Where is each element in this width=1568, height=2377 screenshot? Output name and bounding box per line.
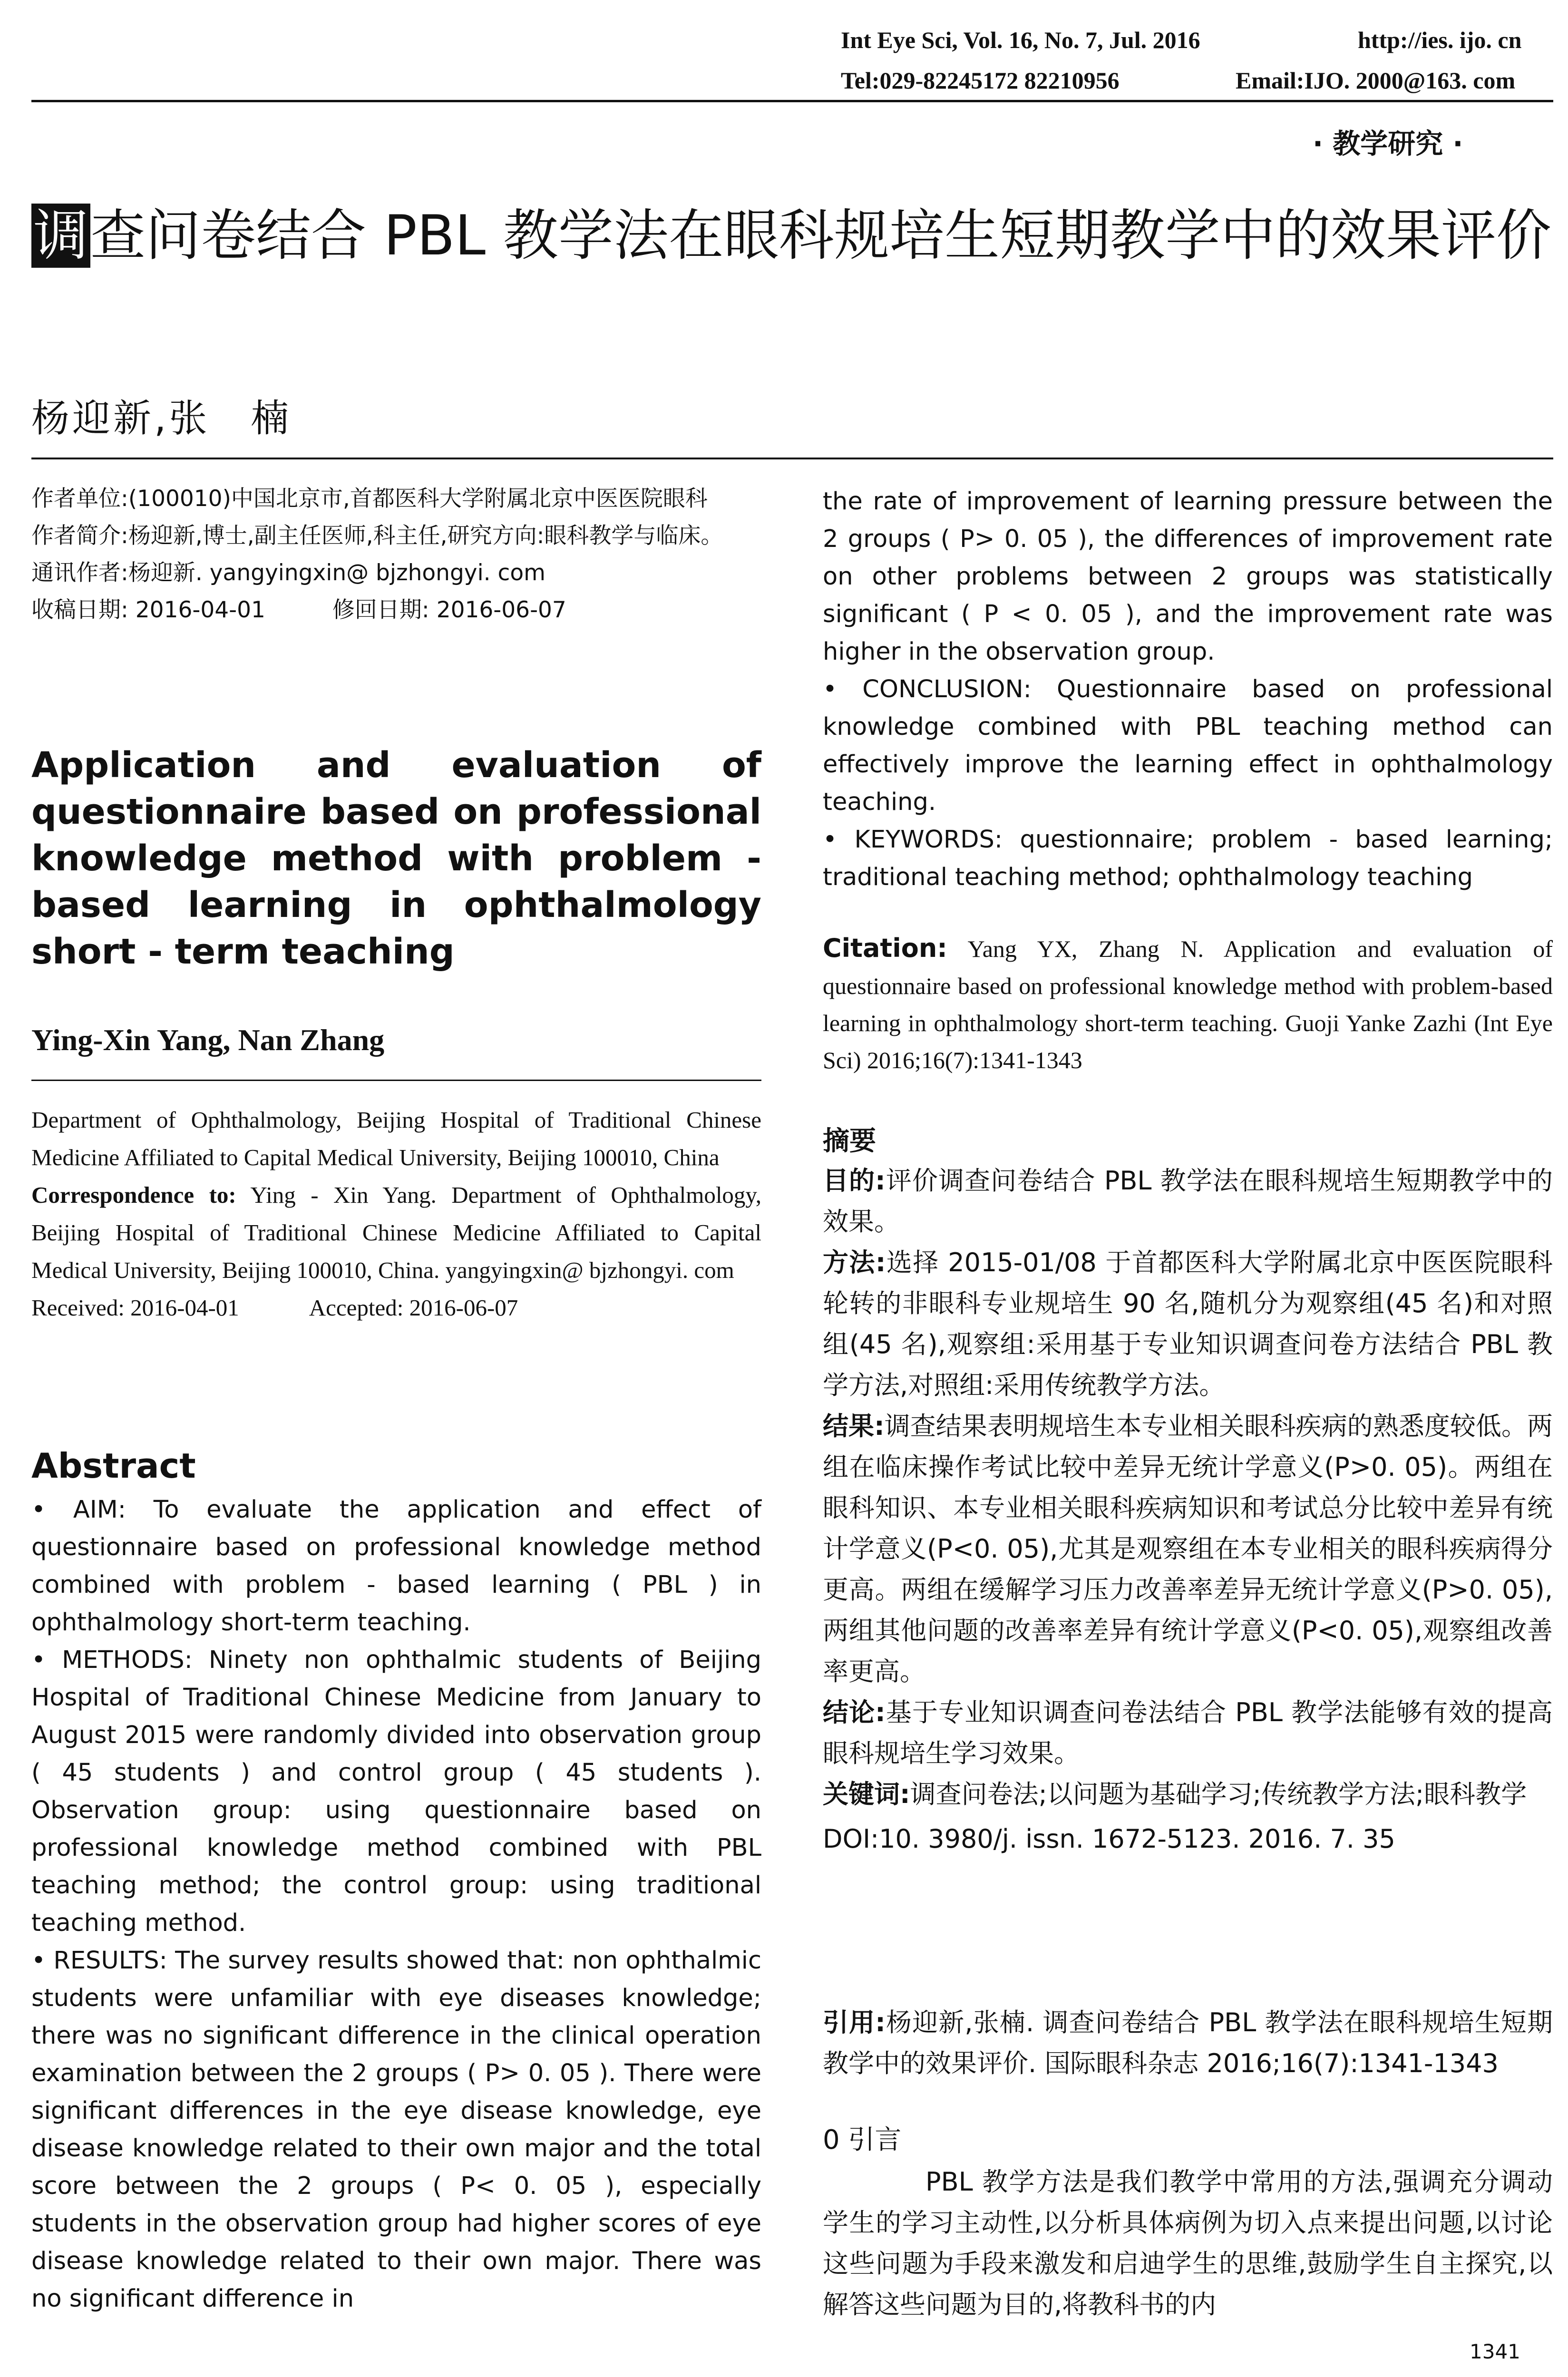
citation <box>823 930 1553 1079</box>
cn-methods-label: 方法: <box>823 1247 886 1277</box>
section-tag: · 教学研究 · <box>1313 127 1463 160</box>
chinese-abstract-body <box>823 1160 1553 1860</box>
cn-conclusion-label: 结论: <box>823 1697 886 1727</box>
abstract-keywords: • KEYWORDS: questionnaire; problem - based learning; traditional teaching method; ophthalmology teaching <box>823 826 1553 891</box>
abstract-aim: • AIM: To evaluate the application and effect of questionnaire based on professional knowledge method combined with problem - based learning ( PBL ) in ophthalmology short-term teaching. <box>31 1496 761 1637</box>
correspondence-text: Ying - Xin Yang. Department of Ophthalmology, Beijing Hospital of Traditional Chinese Medicine Affiliated to Capital Medical University, Beijing 100010, China. yangyingxin@ bjzhongyi. com <box>31 1182 761 1283</box>
cn-methods: 选择 2015-01/08 于首都医科大学附属北京中医医院眼科轮转的非眼科专业规培生 90 名,随机分为观察组(45 名)和对照组(45 名),观察组:采用基于专业知识调查问卷方法结合 PBL 教学方法,对照组:采用传统教学方法。 <box>823 1247 1553 1400</box>
english-authors: Ying-Xin Yang, Nan Zhang <box>31 1023 385 1057</box>
english-title: Application and evaluation of questionnaire based on professional knowledge method with problem - based learning in ophthalmology short - term teaching <box>31 745 761 972</box>
title-text: 查问卷结合 PBL 教学法在眼科规培生短期教学中的效果评价 <box>90 204 1551 268</box>
journal-email: Email:IJO. 2000@163. com <box>1236 67 1516 94</box>
abstract-body <box>31 1491 761 2318</box>
cn-conclusion: 基于专业知识调查问卷法结合 PBL 教学法能够有效的提高眼科规培生学习效果。 <box>823 1697 1553 1768</box>
cn-citation-label: 引用: <box>823 2007 886 2037</box>
page-number: 1341 <box>1470 2340 1520 2363</box>
cn-results-label: 结果: <box>823 1411 885 1441</box>
doi: DOI:10. 3980/j. issn. 1672-5123. 2016. 7. 35 <box>823 1824 1395 1854</box>
abstract-results: • RESULTS: The survey results showed that: non ophthalmic students were unfamiliar with eye diseases knowledge; there was no significant difference in the clinical operation examination between the 2 groups ( P> 0. 05 ). There were significant differences in the eye disease knowledge, eye disease knowledge related to their own major and the total score between the 2 groups ( P< 0. 05 ), especially students in the observation group had higher scores of eye disease knowledge related to their own major. There was no significant difference in <box>31 1947 761 2313</box>
chinese-abstract-heading: 摘要 <box>823 1126 876 1157</box>
chinese-citation <box>823 2002 1553 2084</box>
journal-url: http://ies. ijo. cn <box>1358 27 1522 53</box>
intro-heading: 0 引言 <box>823 2124 902 2155</box>
title-first-char: 调 <box>31 204 90 268</box>
received-dates-cn: 收稿日期: 2016-04-01 修回日期: 2016-06-07 <box>31 597 566 623</box>
page-title <box>31 200 1553 272</box>
abstract-results-continued: the rate of improvement of learning pressure between the 2 groups ( P> 0. 05 ), the differences of improvement rate on other problems between 2 groups was statistically significant ( P < 0. 05 ), and the improvement rate was higher in the observation group. <box>823 487 1553 666</box>
header-rule <box>31 100 1553 102</box>
author-info <box>31 480 761 629</box>
citation-text: Yang YX, Zhang N. Application and evaluation of questionnaire based on professional knowledge method with problem-based learning in ophthalmology short-term teaching. Guoji Yanke Zazhi (Int Eye Sci) 2016;16(7):1341-1343 <box>823 935 1553 1073</box>
cn-citation-text: 杨迎新,张楠. 调查问卷结合 PBL 教学法在眼科规培生短期教学中的效果评价. 国际眼科杂志 2016;16(7):1341-1343 <box>823 2007 1553 2078</box>
journal-tel: Tel:029-82245172 82210956 <box>841 67 1120 94</box>
correspondence-label: Correspondence to: <box>31 1182 236 1208</box>
authors-rule <box>31 1080 761 1081</box>
affiliation-department: Department of Ophthalmology, Beijing Hospital of Traditional Chinese Medicine Affiliated to Capital Medical University, Beijing 100010, China <box>31 1107 761 1170</box>
cn-keywords-label: 关键词: <box>823 1779 910 1809</box>
corresponding-author: 通讯作者:杨迎新. yangyingxin@ bjzhongyi. com <box>31 560 545 586</box>
title-rule <box>31 458 1553 459</box>
cn-results: 调查结果表明规培生本专业相关眼科疾病的熟悉度较低。两组在临床操作考试比较中差异无统计学意义(P>0. 05)。两组在眼科知识、本专业相关眼科疾病知识和考试总分比较中差异有统计学意义(P<0. 05),尤其是观察组在本专业相关的眼科疾病得分更高。两组在缓解学习压力改善率差异无统计学意义(P>0. 05),两组其他问题的改善率差异有统计学意义(P<0. 05),观察组改善率更高。 <box>823 1411 1553 1686</box>
abstract-continued <box>823 483 1553 896</box>
authors-chinese: 杨迎新,张 楠 <box>31 396 292 440</box>
cn-aim-label: 目的: <box>823 1166 886 1196</box>
received-dates-en: Received: 2016-04-01 Accepted: 2016-06-07 <box>31 1295 518 1321</box>
affiliation <box>31 1101 761 1326</box>
cn-aim: 评价调查问卷结合 PBL 教学法在眼科规培生短期教学中的效果。 <box>823 1166 1553 1237</box>
citation-label: Citation: <box>823 933 947 963</box>
author-bio: 作者简介:杨迎新,博士,副主任医师,科主任,研究方向:眼科教学与临床。 <box>31 523 723 549</box>
author-unit: 作者单位:(100010)中国北京市,首都医科大学附属北京中医医院眼科 <box>31 486 708 512</box>
abstract-methods: • METHODS: Ninety non ophthalmic students of Beijing Hospital of Traditional Chinese Medicine from January to August 2015 were randomly divided into observation group ( 45 students ) and control group ( 45 students ). Observation group: using questionnaire based on professional knowledge method combined with PBL teaching method; the control group: using traditional teaching method. <box>31 1646 761 1937</box>
cn-keywords: 调查问卷法;以问题为基础学习;传统教学方法;眼科教学 <box>910 1779 1527 1809</box>
journal-citation: Int Eye Sci, Vol. 16, No. 7, Jul. 2016 <box>841 27 1200 53</box>
abstract-heading: Abstract <box>31 1446 196 1486</box>
intro-text: PBL 教学方法是我们教学中常用的方法,强调充分调动学生的学习主动性,以分析具体病例为切入点来提出问题,以讨论这些问题为手段来激发和启迪学生的思维,鼓励学生自主探究,以解答这些问题为目的,将教科书的内 <box>823 2167 1553 2319</box>
abstract-conclusion: • CONCLUSION: Questionnaire based on professional knowledge combined with PBL teaching method can effectively improve the learning effect in ophthalmology teaching. <box>823 675 1553 816</box>
